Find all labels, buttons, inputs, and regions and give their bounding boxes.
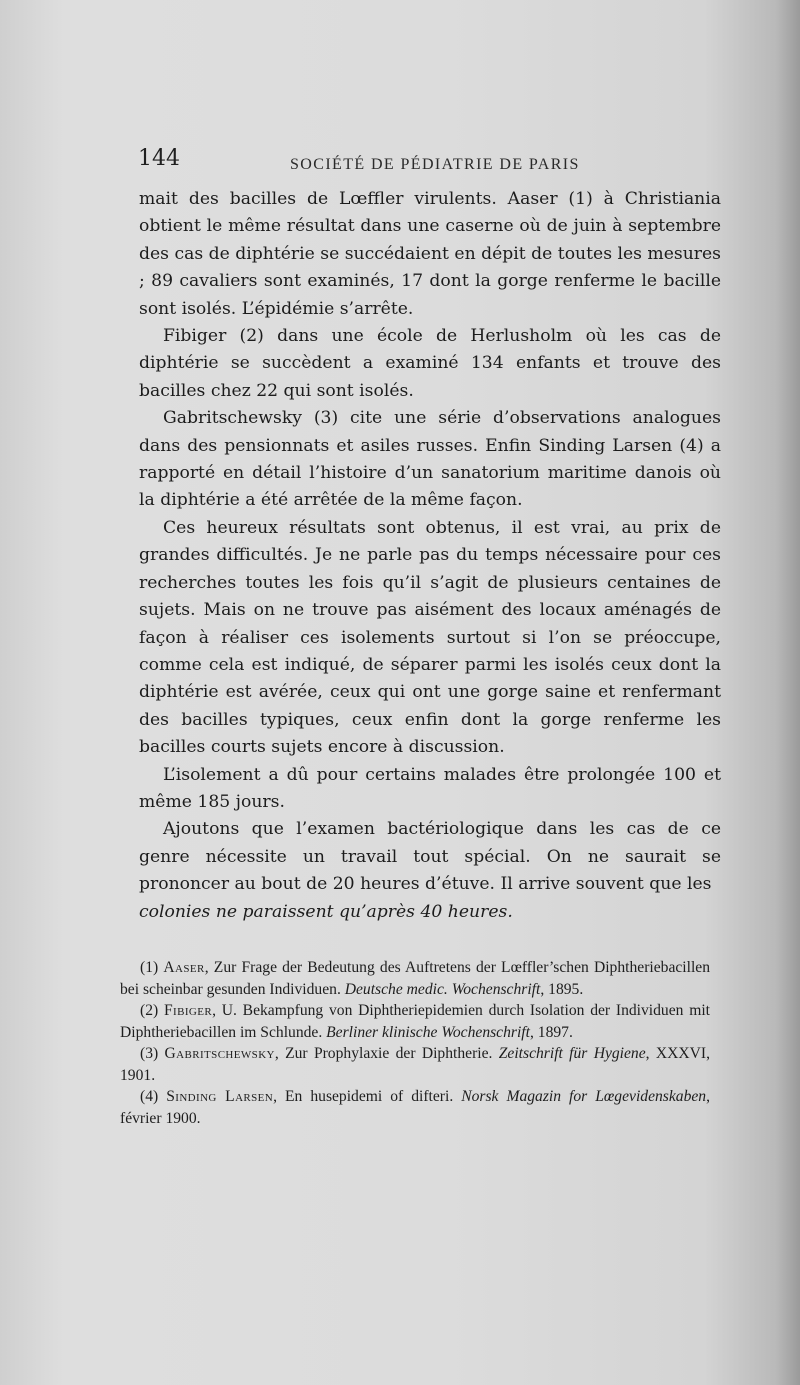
footnote-2 [120, 1000, 710, 1043]
footnote-marker: (1) [140, 959, 159, 976]
footnote-text: , En husepidemi of difteri. [273, 1088, 462, 1105]
footnote-date: , 1895. [540, 980, 584, 998]
footnote-marker: (2) [140, 1002, 159, 1019]
paragraph-6-italic-end: colonies ne paraissent qu’après 40 heures. [139, 901, 513, 922]
page-number: 144 [138, 146, 180, 171]
footnote-3 [120, 1043, 710, 1086]
main-text [139, 186, 721, 926]
footnote-marker: (4) [140, 1088, 159, 1105]
page-header [138, 146, 662, 178]
footnote-4 [120, 1086, 710, 1129]
paragraph-4: Ces heureux résultats sont obtenus, il est vrai, au prix de grandes difficultés. Je ne parle pas du temps nécessaire pour ces recherches toutes les fois qu’il s’agit de plusieurs centaines de sujets. Mais on ne trouve pas aisément des locaux aménagés de façon à réaliser ces isolements surtout si l’on se préoccupe, comme cela est indiqué, de séparer parmi les isolés ceux dont la diphtérie est avérée, ceux qui ont une gorge saine et renfermant des bacilles typiques, ceux enfin dont la gorge renferme les bacilles courts sujets encore à discussion. [139, 517, 721, 758]
footnote-marker: (3) [140, 1045, 159, 1062]
footnote-text: , Zur Prophylaxie der Diphtherie. [274, 1045, 499, 1062]
footnote-journal: Norsk Magazin for Lœgevidenskaben [461, 1088, 707, 1105]
paragraph-1: mait des bacilles de Lœffler virulents. Aaser (1) à Christiania obtient le même résultat dans une caserne où de juin à septembre des cas de diphtérie se succédaient en dépit de toutes les mesures ; 89 cavaliers sont examinés, 17 dont la gorge renferme le bacille sont isolés. L’épidémie s’arrête. [139, 189, 721, 319]
footnotes [120, 957, 710, 1129]
paragraph-6: Ajoutons que l’examen bactériologique dans les cas de ce genre nécessite un travail tout spécial. On ne saurait se prononcer au bout de 20 heures d’étuve. Il arrive souvent que les [139, 819, 721, 895]
paragraph-2: Fibiger (2) dans une école de Herlusholm où les cas de diphtérie se succèdent a examiné 134 enfants et trouve des bacilles chez 22 qui sont isolés. [139, 326, 721, 401]
footnote-author: Gabritschewsky [164, 1045, 275, 1062]
footnote-date: , 1897. [529, 1023, 573, 1041]
footnote-author: Fibiger [163, 1002, 213, 1019]
footnote-text: , U. Bekampfung von Diphtheriepidemien durch Isolation der Individuen mit Diphtheriebacillen im Schlunde. [120, 1002, 710, 1041]
footnote-date: , février 1900. [120, 1088, 710, 1127]
footnote-journal: Deutsche medic. Wochenschrift [344, 980, 541, 998]
footnote-text: , Zur Frage der Bedeutung des Auftretens der Lœffler’schen Diphtheriebacillen bei scheinbar gesunden Individuen. [120, 959, 711, 998]
footnote-date: , XXXVI, 1901. [120, 1045, 711, 1084]
footnote-journal: Zeitschrift für Hygiene [498, 1045, 646, 1062]
footnote-author: Aaser [163, 959, 205, 976]
footnote-author: Sinding Larsen [166, 1088, 274, 1105]
footnote-1 [120, 957, 710, 1000]
running-title: SOCIÉTÉ DE PÉDIATRIE DE PARIS [290, 156, 580, 173]
footnote-journal: Berliner klinische Wochenschrift [326, 1023, 530, 1041]
paragraph-3: Gabritschewsky (3) cite une série d’observations analogues dans des pensionnats et asiles russes. Enfin Sinding Larsen (4) a rapporté en détail l’histoire d’un sanatorium maritime danois où la diphtérie a été arrêtée de la même façon. [139, 408, 721, 511]
paragraph-5: L’isolement a dû pour certains malades être prolongée 100 et même 185 jours. [139, 764, 721, 812]
